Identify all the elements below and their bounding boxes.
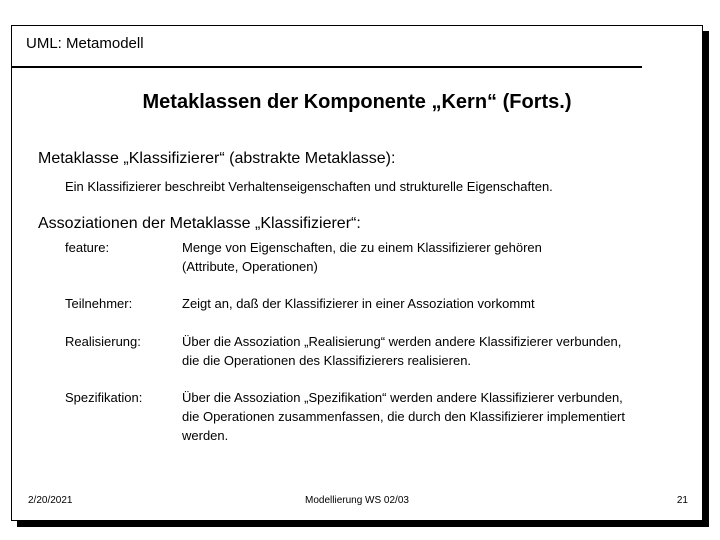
definition-line: Menge von Eigenschaften, die zu einem Klassifizierer gehören <box>182 240 542 255</box>
definition-line: (Attribute, Operationen) <box>182 259 318 274</box>
definition-line: Zeigt an, daß der Klassifizierer in einer Assoziation vorkommt <box>182 296 535 311</box>
definition-line: die die Operationen des Klassifizierers realisieren. <box>182 353 472 368</box>
footer-date: 2/20/2021 <box>28 495 73 506</box>
definition-line: werden. <box>182 428 229 443</box>
association-term: feature: <box>65 240 110 255</box>
definition-line: die Operationen zusammenfassen, die durch den Klassifizierer implementiert <box>182 409 625 424</box>
association-term: Teilnehmer: <box>65 296 133 311</box>
slide <box>11 25 703 521</box>
definition-line: Über die Assoziation „Spezifikation“ werden andere Klassifizierer verbunden, <box>182 390 623 405</box>
footer-page-number: 21 <box>676 495 688 506</box>
association-definition <box>182 294 682 313</box>
footer-course: Modellierung WS 02/03 <box>305 495 409 506</box>
klassifizierer-description: Ein Klassifizierer beschreibt Verhaltenseigenschaften und strukturelle Eigenschaften. <box>65 179 553 194</box>
association-definition <box>182 388 682 445</box>
association-term: Realisierung: <box>65 334 141 349</box>
section-heading-klassifizierer: Metaklasse „Klassifizierer“ (abstrakte Metaklasse): <box>38 150 396 167</box>
section-heading-assoziationen: Assoziationen der Metaklasse „Klassifizierer“: <box>38 215 361 232</box>
header-divider <box>12 66 642 68</box>
slide-title: Metaklassen der Komponente „Kern“ (Forts.) <box>142 91 572 113</box>
association-definition <box>182 332 682 370</box>
header-title: UML: Metamodell <box>26 35 144 52</box>
definition-line: Über die Assoziation „Realisierung“ werden andere Klassifizierer verbunden, <box>182 334 622 349</box>
association-definition <box>182 238 682 276</box>
association-term: Spezifikation: <box>65 390 143 405</box>
